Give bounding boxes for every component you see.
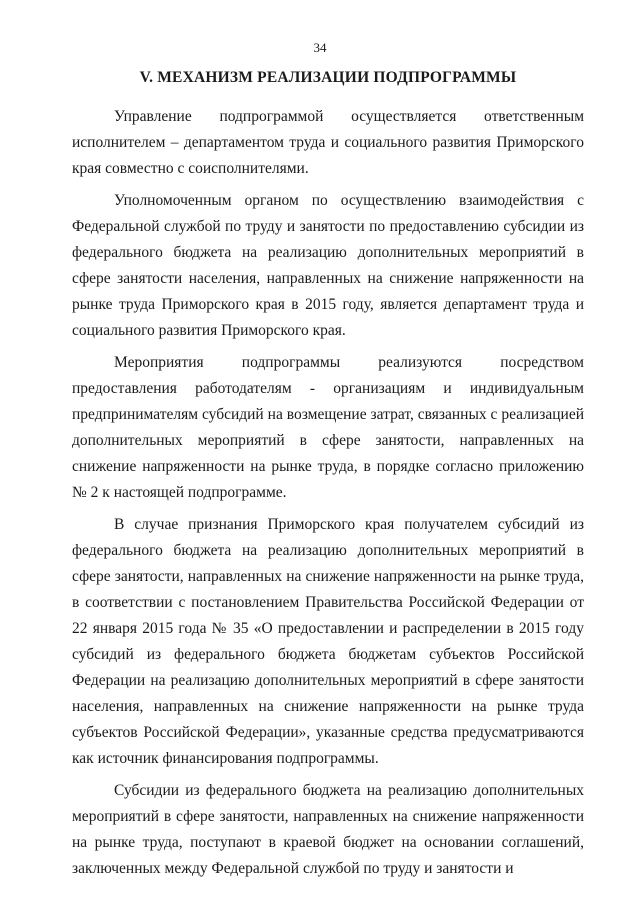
- paragraph-federal-subsidies: Субсидии из федерального бюджета на реализацию дополнительных мероприятий в сфере занятости, направленных на снижение напряженности на рынке труда, поступают в краевой бюджет на основании соглашений, заключенных между Федеральной службой по труду и занятости и: [72, 782, 584, 877]
- paragraph-authorized-body: Уполномоченным органом по осуществлению взаимодействия с Федеральной службой по труду и занятости по предоставлению субсидии из федерального бюджета на реализацию дополнительных мероприятий в сфере занятости населения, направленных на снижение напряженности на рынке труда Приморского края в 2015 году, является департамент труда и социального развития Приморского края.: [72, 192, 584, 339]
- section-title: V. МЕХАНИЗМ РЕАЛИЗАЦИИ ПОДПРОГРАММЫ: [139, 69, 517, 86]
- paragraph-measures: Мероприятия подпрограммы реализуются посредством предоставления работодателям - организациям и индивидуальным предпринимателям субсидий на возмещение затрат, связанных с реализацией дополнительных мероприятий в сфере занятости, направленных на снижение напряженности на рынке труда, в порядке согласно приложению № 2 к настоящей подпрограмме.: [72, 354, 584, 501]
- page-number: 34: [313, 40, 327, 55]
- paragraph-subsidy-recognition: В случае признания Приморского края получателем субсидий из федерального бюджета на реализацию дополнительных мероприятий в сфере занятости, направленных на снижение напряженности на рынке труда, в соответствии с постановлением Правительства Российской Федерации от 22 января 2015 года № 35 «О предоставлении и распределении в 2015 году субсидий из федерального бюджета бюджетам субъектов Российской Федерации на реализацию дополнительных мероприятий в сфере занятости населения, направленных на снижение напряженности на рынке труда субъектов Российской Федерации», указанные средства предусматриваются как источник финансирования подпрограммы.: [72, 516, 584, 767]
- paragraph-management: Управление подпрограммой осуществляется ответственным исполнителем – департаментом труда и социального развития Приморского края совместно с соисполнителями.: [72, 108, 584, 177]
- body-text: [72, 104, 584, 888]
